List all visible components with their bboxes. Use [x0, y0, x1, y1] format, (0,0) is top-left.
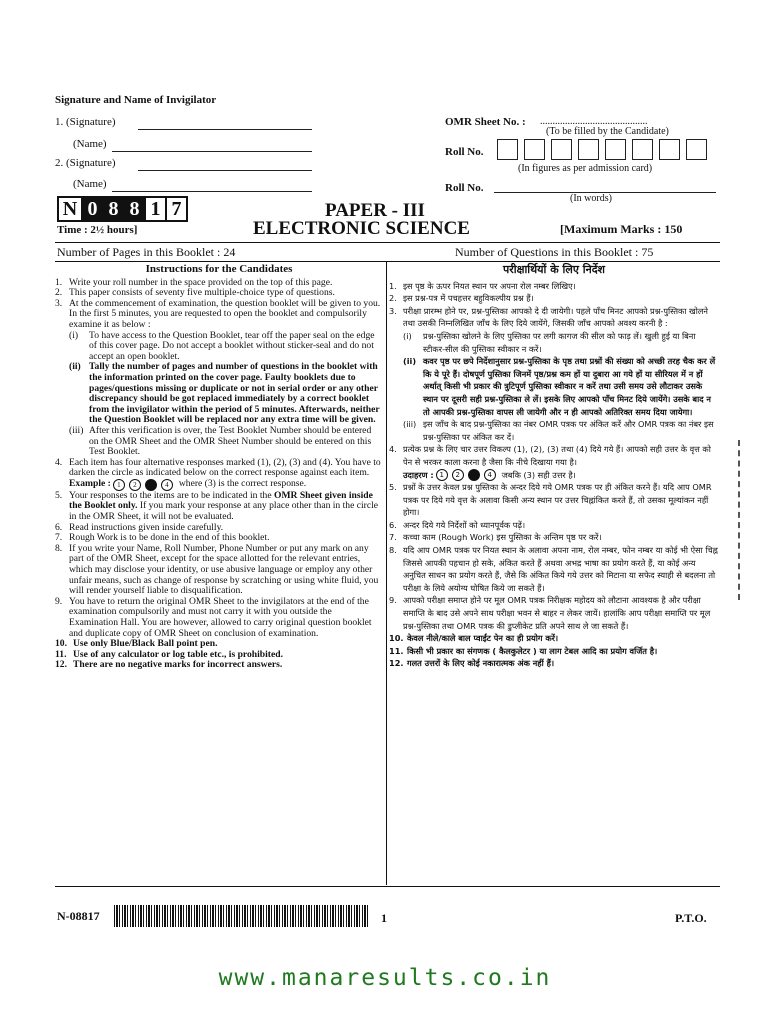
list-item: 9. You have to return the original OMR Sheet to the invigilators at the end of the examination compulsorily and must not carry it with you outside the Examination Hall. You are however, allowed to carry original question booklet and duplicate copy of OMR Sheet on conclusion of examination.: [55, 595, 372, 639]
english-heading: Instructions for the Candidates: [145, 263, 293, 275]
roll-box[interactable]: [551, 139, 572, 160]
list-item: 8. यदि आप OMR पत्रक पर नियत स्थान के अलावा अपना नाम, रोल नम्बर, फोन नम्बर या कोई भी ऐसा चिह्न जिससे आपकी पहचान हो सके, अंकित करते हैं अथवा अभद्र भाषा का प्रयोग करते हैं, या कोई अन्य अनुचित साधन का प्रयोग करते हैं, जैसे कि अंकित किये गये उत्तर को मिटाना या सफेद स्याही से बदलना तो परीक्षा के लिये अयोग्य घोषित किये जा सकते हैं।: [389, 545, 718, 593]
example-row: Example : 1 2 4 where (3) is the correct response.: [69, 477, 307, 489]
roll-no-words-note: (In words): [570, 193, 612, 204]
list-item: 8. If you write your Name, Roll Number, Phone Number or put any mark on any part of the OMR Sheet, except for the space allotted for the relevant entries, which may disclose your identity, or use abusive language or employ any other unfair means, such as change of response by scratching or using white fluid, you will render yourself liable to disqualification.: [55, 542, 379, 597]
list-item: 2. इस प्रश्न-पत्र में पचहत्तर बहुविकल्पीय प्रश्न हैं।: [389, 293, 534, 304]
paper-title: PAPER - III: [325, 200, 425, 221]
option-1-circle: 1: [436, 469, 448, 481]
option-2-circle: 2: [452, 469, 464, 481]
tear-line: [738, 440, 740, 600]
name-1-line: [112, 151, 312, 152]
roll-box[interactable]: [578, 139, 599, 160]
name-1-label: (Name): [73, 138, 107, 150]
omr-sheet-label: OMR Sheet No. :: [445, 116, 526, 128]
option-4-circle: 4: [161, 479, 173, 491]
roll-box[interactable]: [497, 139, 518, 160]
pages-count: Number of Pages in this Booklet : 24: [57, 245, 236, 259]
signature-1-label: 1. (Signature): [55, 116, 116, 128]
divider-bottom: [55, 886, 720, 887]
list-item: (ii) Tally the number of pages and number of questions in the booklet with the information printed on the cover page. Faulty booklets due to pages/questions missing or duplicate or not in serial order or any other discrepancy should be got replaced immediately by a correct booklet from the invigilator within the period of 5 minutes. Afterwards, neither the Question Booklet will be replaced nor any extra time will be given.: [69, 361, 380, 426]
signature-1-line: [138, 129, 312, 130]
code-prefix: N: [57, 196, 83, 222]
omr-sheet-note: (To be filled by the Candidate): [546, 126, 669, 137]
list-item: (i) To have access to the Question Booklet, tear off the paper seal on the edge of this cover page. Do not accept a booklet without sticker-seal and do not accept an open booklet.: [69, 329, 375, 362]
roll-box[interactable]: [686, 139, 707, 160]
divider-top: [55, 242, 720, 243]
code-digit: 0: [81, 196, 104, 222]
roll-no-boxes[interactable]: [497, 139, 717, 161]
list-item: 4. Each item has four alternative responses marked (1), (2), (3) and (4). You have to darken the circle as indicated below on the correct response against each item.: [55, 456, 381, 479]
roll-no-label: Roll No.: [445, 146, 484, 158]
time-label: Time : 2½ hours]: [57, 224, 138, 236]
list-item: 10. Use only Blue/Black Ball point pen.: [55, 638, 218, 650]
list-item: (iii) After this verification is over, the Test Booklet Number should be entered on the OMR Sheet and the OMR Sheet Number should be entered on this Test Booklet.: [69, 424, 372, 458]
option-1-circle: 1: [113, 479, 125, 491]
list-item: 10. केवल नीले/काले बाल प्वाईंट पेन का ही प्रयोग करें।: [389, 633, 559, 644]
list-item: 2. This paper consists of seventy five multiple-choice type of questions.: [55, 287, 335, 299]
max-marks-label: [Maximum Marks : 150: [560, 222, 683, 236]
watermark-url[interactable]: www.manaresults.co.in: [218, 965, 552, 991]
list-item: (ii) कवर पृष्ठ पर छपे निर्देशानुसार प्रश्न-पुस्तिका के पृष्ठ तथा प्रश्नों की संख्या को अच्छी तरह चैक कर लें कि ये पूरे हैं। दोषपूर्ण पुस्तिका जिनमें पृष्ठ/प्रश्न कम हों या दुबारा आ गये हों या सीरियल में न हों अर्थात् किसी भी प्रकार की त्रुटिपूर्ण पुस्तिका स्वीकार न करें तथा उसी समय उसे लौटाकर उसके स्थान पर दूसरी सही प्रश्न-पुस्तिका ले लें। इसके लिए आपको पाँच मिनट दिये जायेंगे। उसके बाद न तो आपकी प्रश्न-पुस्तिका वापस ली जायेगी और न ही आपको अतिरिक्त समय दिया जायेगा।: [403, 356, 716, 417]
roll-box[interactable]: [605, 139, 626, 160]
list-item: (i) प्रश्न-पुस्तिका खोलने के लिए पुस्तिका पर लगी कागज की सील को फाड़ लें। खुली हुई या बिना स्टीकर-सील की पुस्तिका स्वीकार न करें।: [403, 330, 696, 354]
hindi-instructions: [389, 264, 719, 670]
list-item: 11. किसी भी प्रकार का संगणक ( कैलकुलेटर ) या लाग टेबल आदि का प्रयोग वर्जित है।: [389, 645, 658, 656]
list-item: 12. गलत उत्तरों के लिए कोई नकारात्मक अंक नहीं हैं।: [389, 658, 555, 669]
list-item: 9. आपको परीक्षा समाप्त होने पर मूल OMR पत्रक निरीक्षक महोदय को लौटाना आवश्यक है और परीक्षा समाप्ति के बाद उसे अपने साथ परीक्षा भवन से बाहर न लेकर जायें। हालांकि आप परीक्षा समाप्ति पर मूल प्रश्न-पुस्तिका तथा OMR पत्रक की डुप्लीकेट प्रति अपने साथ ले जा सकते हैं।: [389, 595, 711, 631]
option-4-circle: 4: [484, 469, 496, 481]
english-instructions: [55, 264, 383, 671]
footer-code: N-08817: [57, 909, 100, 923]
list-item: 11. Use of any calculator or log table etc., is prohibited.: [55, 648, 283, 660]
list-item: (iii) इस जाँच के बाद प्रश्न-पुस्तिका का नंबर OMR पत्रक पर अंकित करें और OMR पत्रक का नंबर इस प्रश्न-पुस्तिका पर अंकित कर दें।: [403, 419, 714, 442]
name-2-label: (Name): [73, 178, 107, 190]
page-number: 1: [381, 911, 387, 925]
divider-middle: [55, 261, 720, 262]
code-digit: 8: [102, 196, 125, 222]
code-digit: 1: [144, 196, 167, 222]
list-item: 4. प्रत्येक प्रश्न के लिए चार उत्तर विकल्प (1), (2), (3) तथा (4) दिये गये हैं। आपको सही उत्तर के वृत्त को पेन से भरकर काला करना है जैसा कि नीचे दिखाया गया है।: [389, 444, 711, 467]
option-3-filled-circle: [468, 469, 480, 481]
list-item: 1. इस पृष्ठ के ऊपर नियत स्थान पर अपना रोल नम्बर लिखिए।: [389, 280, 576, 291]
signature-2-label: 2. (Signature): [55, 157, 116, 169]
option-2-circle: 2: [129, 479, 141, 491]
list-item: 5. Your responses to the items are to be indicated in the OMR Sheet given inside the Booklet only. If you mark your response at any place other than in the circle in the OMR Sheet, it will not be evaluated.: [55, 489, 379, 523]
barcode-icon: [114, 905, 368, 927]
roll-no-note: (In figures as per admission card): [518, 163, 653, 174]
example-row: उदाहरण : 1 2 4 जबकि (3) सही उत्तर है।: [403, 469, 576, 480]
name-2-line: [112, 191, 312, 192]
code-digit: 7: [165, 196, 188, 222]
roll-no-words-label: Roll No.: [445, 182, 484, 194]
list-item: 5. प्रश्नों के उत्तर केवल प्रश्न पुस्तिका के अन्दर दिये गये OMR पत्रक पर ही अंकित करने हैं। यदि आप OMR पत्रक पर दिये गये वृत्त के अलावा किसी अन्य स्थान पर उत्तर चिह्नांकित करते हैं, तो उसका मूल्यांकन नहीं होगा।: [389, 482, 712, 518]
column-divider: [386, 262, 387, 885]
booklet-code: [57, 196, 186, 222]
roll-box[interactable]: [659, 139, 680, 160]
pto-label: P.T.O.: [675, 911, 707, 925]
subject-title: ELECTRONIC SCIENCE: [253, 218, 470, 239]
invigilator-title: Signature and Name of Invigilator: [55, 94, 217, 106]
list-item: 3. परीक्षा प्रारम्भ होने पर, प्रश्न-पुस्तिका आपको दे दी जायेगी। पहले पाँच मिनट आपको प्रश्न-पुस्तिका खोलने तथा उसकी निम्नलिखित जाँच के लिए दिये जायेंगे, जिसकी जाँच आपको अवश्य करनी है :: [389, 305, 708, 329]
omr-sheet-dots: ...........................................: [540, 116, 648, 127]
roll-box[interactable]: [524, 139, 545, 160]
code-digit: 8: [123, 196, 146, 222]
hindi-heading: परीक्षार्थियों के लिए निर्देश: [502, 263, 606, 276]
list-item: 1. Write your roll number in the space provided on the top of this page.: [55, 276, 333, 288]
signature-2-line: [138, 170, 312, 171]
list-item: 6. अन्दर दिये गये निर्देशों को ध्यानपूर्वक पढ़ें।: [389, 519, 526, 530]
list-item: 6. Read instructions given inside carefully.: [55, 521, 224, 533]
questions-count: Number of Questions in this Booklet : 75: [455, 245, 654, 259]
list-item: 7. कच्चा काम (Rough Work) इस पुस्तिका के अन्तिम पृष्ठ पर करें।: [389, 532, 602, 543]
list-item: 12. There are no negative marks for incorrect answers.: [55, 659, 283, 671]
list-item: 3. At the commencement of examination, the question booklet will be given to you. In the first 5 minutes, you are requested to open the booklet and compulsorily examine it as below :: [55, 297, 381, 330]
roll-box[interactable]: [632, 139, 653, 160]
list-item: 7. Rough Work is to be done in the end of this booklet.: [55, 532, 270, 544]
